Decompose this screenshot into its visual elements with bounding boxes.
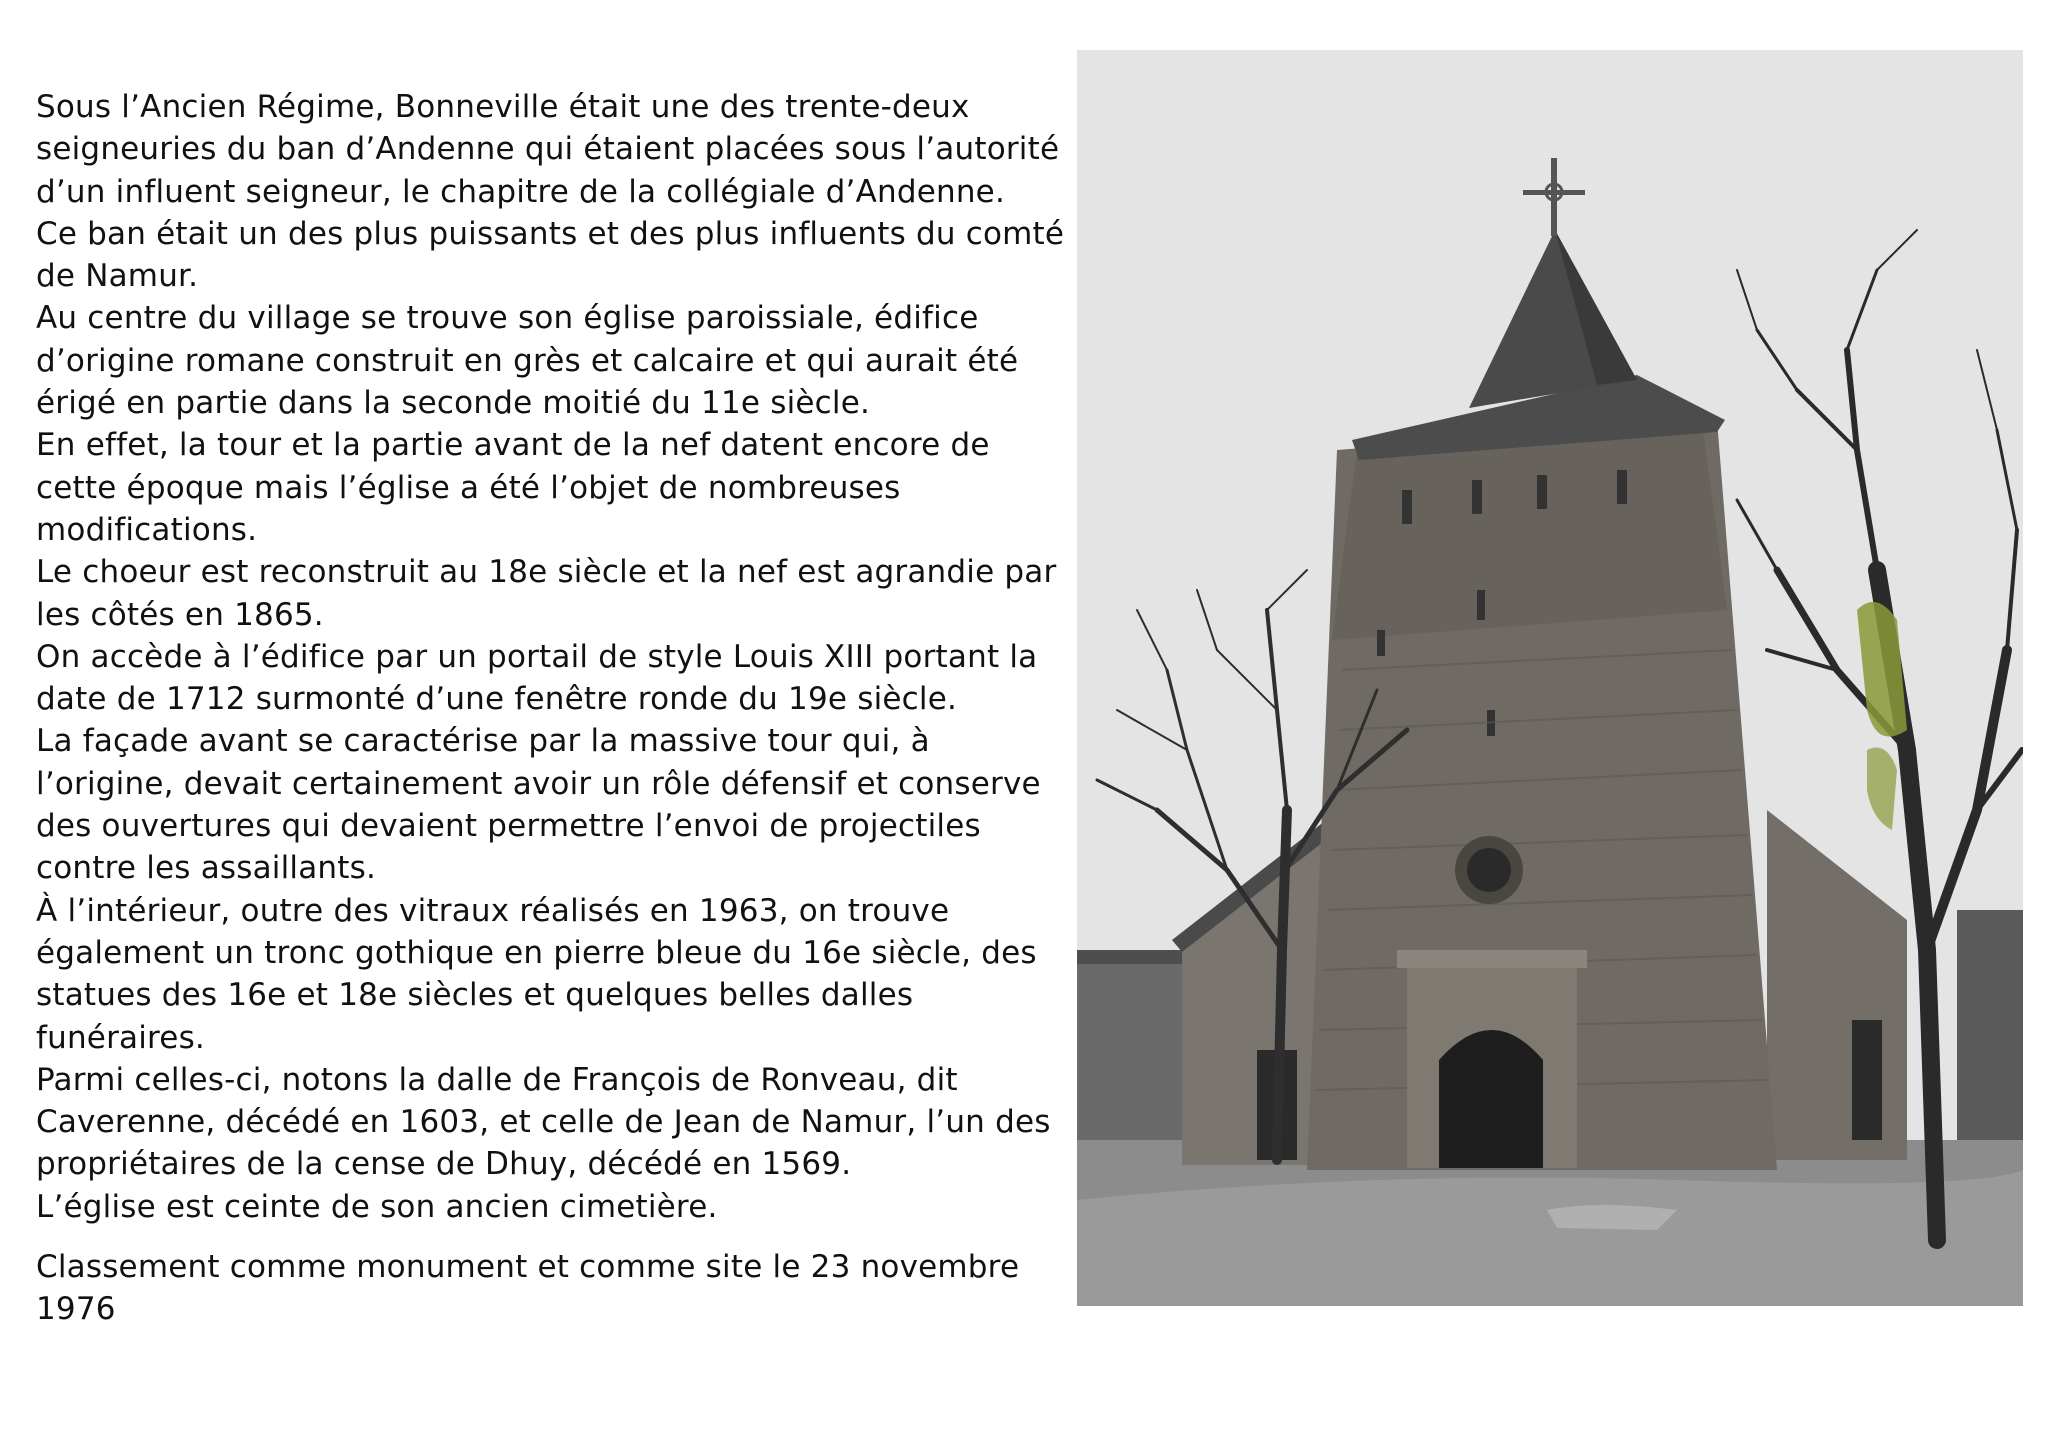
paragraph-5: Le choeur est reconstruit au 18e siècle et la nef est agrandie par les côtés en 1865. [36,554,1057,633]
paragraph-7: La façade avant se caractérise par la massive tour qui, à l’origine, devait certainement avoir un rôle défensif et conserve des ouvertures qui devaient permettre l’envoi de projectiles contre les assaillants. [36,723,1041,887]
paragraph-9: Parmi celles-ci, notons la dalle de François de Ronveau, dit Caverenne, décédé en 1603, et celle de Jean de Namur, l’un des propriétaires de la cense de Dhuy, décédé en 1569. [36,1061,1051,1183]
paragraph-1: Sous l’Ancien Régime, Bonneville était une des trente-deux seigneuries du ban d’Andenne qui étaient placées sous l’autorité d’un influent seigneur, le chapitre de la collégiale d’Andenne. [36,89,1060,210]
paragraph-2: Ce ban était un des plus puissants et des plus influents du comté de Namur. [36,215,1065,295]
classement-note: Classement comme monument et comme site le 23 novembre 1976 [36,1249,1020,1328]
paragraph-8: À l’intérieur, outre des vitraux réalisés en 1963, on trouve également un tronc gothique en pierre bleue du 16e siècle, des statues des 16e et 18e siècles et quelques belles dalles funéraires. [36,892,1037,1056]
paragraph-3: Au centre du village se trouve son église paroissiale, édifice d’origine romane construit en grès et calcaire et qui aurait été érigé en partie dans la seconde moitié du 11e siècle. [36,300,1019,422]
paragraph-10: L’église est ceinte de son ancien cimetière. [36,1188,718,1225]
article-text [36,86,1076,1331]
paragraph-4: En effet, la tour et la partie avant de la nef datent encore de cette époque mais l’église a été l’objet de nombreuses modifications. [36,427,990,548]
church-photo [1077,50,2023,1306]
paragraph-6: On accède à l’édifice par un portail de style Louis XIII portant la date de 1712 surmonté d’une fenêtre ronde du 19e siècle. [36,638,1038,718]
